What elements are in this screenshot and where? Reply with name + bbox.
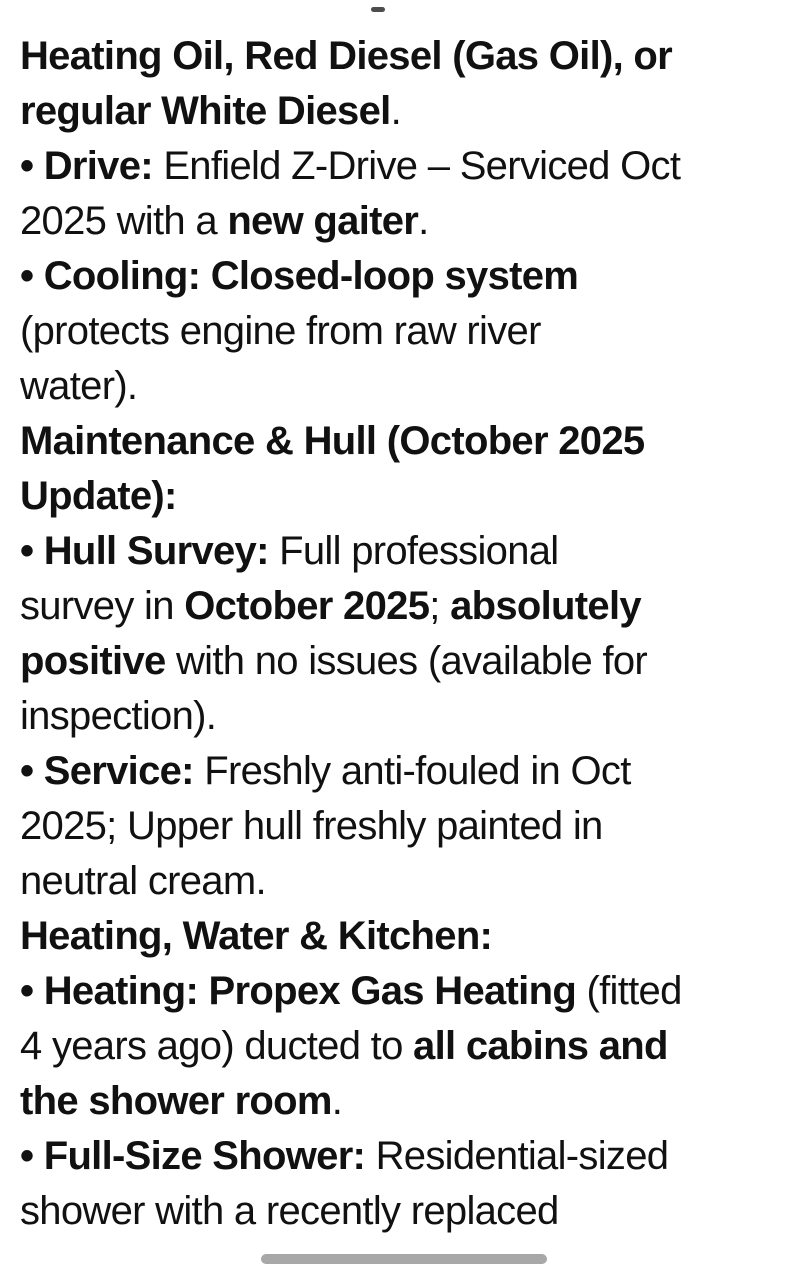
document-text [20, 29, 800, 1239]
scroll-handle[interactable] [261, 1254, 547, 1264]
text-segment: . [418, 199, 429, 243]
text-segment: 2025 with a [20, 199, 228, 243]
text-line [20, 909, 800, 964]
text-segment: Maintenance & Hull (October 2025 [20, 419, 645, 463]
text-segment: Update): [20, 474, 177, 518]
text-segment: all cabins and [413, 1024, 668, 1068]
text-segment: Heating, Water & Kitchen: [20, 914, 493, 958]
text-segment: survey in [20, 584, 185, 628]
text-segment: regular White Diesel [20, 89, 391, 133]
text-line [20, 634, 800, 689]
text-segment: ; [429, 584, 451, 628]
text-segment: October 2025 [184, 584, 430, 628]
text-line [20, 304, 800, 359]
text-line [20, 744, 800, 799]
text-line [20, 1129, 800, 1184]
text-segment: 4 years ago) ducted to [20, 1024, 414, 1068]
text-segment: • Service: [20, 749, 194, 793]
text-line [20, 1019, 800, 1074]
text-segment: • Full-Size Shower: [20, 1134, 366, 1178]
text-segment: (fitted [576, 969, 682, 1013]
text-segment: absolutely [450, 584, 641, 628]
text-line [20, 29, 800, 84]
text-segment: • Hull Survey: [20, 529, 269, 573]
text-line [20, 249, 800, 304]
text-line [20, 579, 800, 634]
text-segment: inspection). [20, 694, 217, 738]
text-segment: with no issues (available for [165, 639, 648, 683]
text-segment: • Drive: [20, 144, 153, 188]
text-segment: water). [20, 364, 138, 408]
text-line [20, 414, 800, 469]
text-segment: Residential-sized [365, 1134, 669, 1178]
text-segment: . [390, 89, 401, 133]
clipped-text-fragment [371, 7, 385, 12]
text-segment: Enfield Z-Drive – Serviced Oct [152, 144, 681, 188]
text-line [20, 139, 800, 194]
text-line [20, 1184, 800, 1239]
text-segment: the shower room [20, 1079, 332, 1123]
text-line [20, 84, 800, 139]
text-line [20, 1074, 800, 1129]
text-line [20, 854, 800, 909]
text-line [20, 359, 800, 414]
text-segment: Heating Oil, Red Diesel (Gas Oil), or [20, 34, 673, 78]
text-line [20, 689, 800, 744]
text-segment: . [331, 1079, 343, 1123]
text-line [20, 799, 800, 854]
text-segment: • Cooling: Closed-loop system [20, 254, 579, 298]
text-line [20, 469, 800, 524]
text-segment: neutral cream. [20, 859, 266, 903]
text-line [20, 524, 800, 579]
text-segment: 2025; Upper hull freshly painted in [20, 804, 603, 848]
text-segment: (protects engine from raw river [20, 309, 541, 353]
text-segment: new gaiter [227, 199, 419, 243]
text-line [20, 964, 800, 1019]
text-segment: • Heating: Propex Gas Heating [20, 969, 577, 1013]
text-segment: shower with a recently replaced [20, 1189, 559, 1233]
text-line [20, 194, 800, 249]
text-segment: positive [20, 639, 166, 683]
text-segment: Freshly anti-fouled in Oct [193, 749, 631, 793]
text-segment: Full professional [268, 529, 559, 573]
